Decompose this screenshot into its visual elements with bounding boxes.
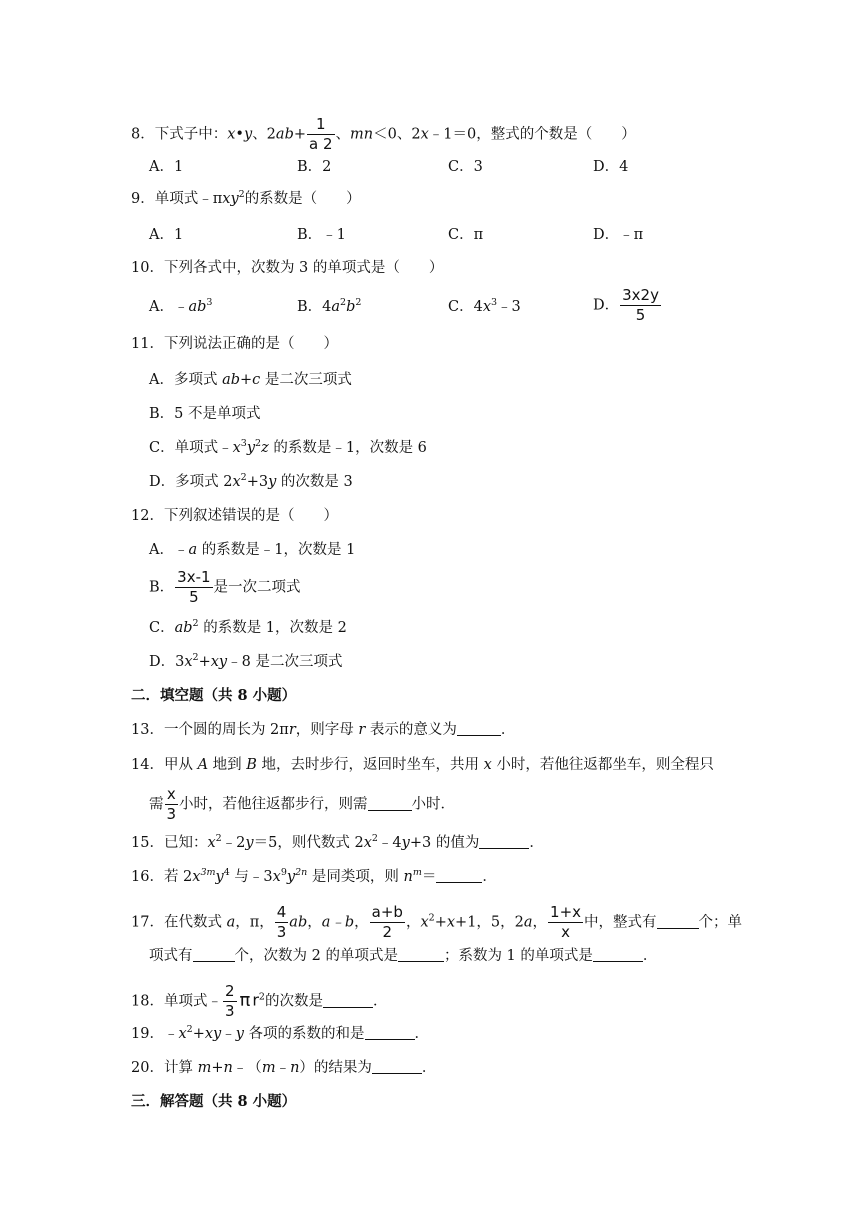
var: a (188, 542, 198, 558)
question-17-line-2 (149, 946, 657, 966)
fraction-numerator: 3x2y (622, 286, 659, 304)
var: m (261, 1060, 276, 1076)
fraction-denominator: 3 (166, 805, 177, 823)
fraction-denominator: 5 (620, 305, 661, 323)
var: ab (188, 299, 207, 315)
q10-text: 下列各式中，次数为 3 的单项式是（ ） (163, 260, 444, 276)
text: D．3 (149, 654, 185, 670)
fraction-denominator: 3 (224, 1002, 235, 1020)
exponent: 2 (355, 297, 362, 308)
text: ﹣2 (221, 835, 246, 851)
exponent: 2 (215, 833, 222, 844)
text: 若 2 (163, 869, 193, 885)
var: A (197, 757, 209, 773)
fraction-numerator: 1+x (550, 903, 582, 921)
fraction (165, 787, 179, 822)
q10-option-d (593, 288, 662, 323)
dot: • (235, 126, 244, 143)
answer-blank[interactable] (479, 834, 529, 849)
question-9 (131, 189, 361, 209)
question-19 (131, 1024, 429, 1044)
q11-option-b: B．5 不是单项式 (149, 406, 261, 422)
text: ﹣8 是二次三项式 (227, 654, 343, 670)
fraction-numerator: a+b (371, 903, 403, 921)
exponent: 2 (428, 912, 435, 924)
text: 的系数是（ ） (244, 191, 361, 207)
answer-blank[interactable] (657, 914, 699, 929)
var: x (272, 869, 281, 885)
var: x (482, 299, 492, 315)
q12-number: 12． (131, 508, 164, 524)
text: 、 (335, 126, 351, 143)
text: 与﹣3 (229, 869, 273, 885)
var: x (178, 1026, 187, 1042)
q8-number: 8． (131, 126, 155, 143)
exponent: 2n (295, 867, 308, 878)
var: x (184, 654, 193, 670)
question-16 (131, 867, 497, 887)
fraction (223, 984, 237, 1019)
var: y (215, 869, 224, 885)
q14-number: 14． (131, 757, 164, 773)
q11-option-a (149, 370, 352, 390)
text: 已知： (163, 835, 208, 851)
text: 一个圆的周长为 2π (163, 722, 289, 738)
text: 表示的意义为 (365, 722, 457, 738)
pi-symbol: π (239, 989, 251, 1011)
text: 是二次三项式 (260, 372, 352, 388)
q8-option-c: C．3 (448, 159, 483, 175)
question-12 (131, 506, 338, 526)
text: ﹣4 (377, 835, 402, 851)
text: 地，去时步行，返回时坐车，共用 (256, 757, 484, 773)
q11-number: 11． (131, 336, 164, 352)
text: 小时． (411, 796, 456, 813)
fraction (307, 117, 335, 152)
var: x (420, 914, 429, 931)
answer-blank[interactable] (372, 1059, 422, 1074)
text: D．多项式 2 (149, 474, 233, 490)
q10-option-c (448, 297, 521, 317)
var: r (252, 990, 259, 1010)
q18-number: 18． (131, 993, 164, 1010)
text: ﹣ (163, 1026, 179, 1042)
var: x (232, 474, 241, 490)
text: ；系数为 1 的单项式是 (443, 948, 593, 964)
fraction-denominator: x (548, 922, 583, 940)
q15-number: 15． (131, 835, 164, 851)
exponent: 2 (258, 991, 265, 1003)
q8-option-a: A．1 (149, 159, 184, 175)
text: B． (149, 579, 175, 596)
var: y (235, 1026, 244, 1042)
text: + (211, 1060, 224, 1076)
var: b (346, 299, 356, 315)
question-14-line-1 (131, 755, 714, 775)
exponent: 3 (491, 297, 498, 308)
text: ﹣ (275, 1060, 291, 1076)
text: 个，次数为 2 的单项式是 (234, 948, 398, 964)
var: y (243, 126, 253, 143)
q12-text: 下列叙述错误的是（ ） (163, 508, 338, 524)
text: 计算 (163, 1060, 198, 1076)
q12-option-a (149, 540, 355, 560)
var: r (288, 722, 296, 738)
text: A．﹣ (149, 542, 189, 558)
q12-option-d (149, 652, 342, 672)
var: ab (275, 126, 294, 143)
text: 是同类项，则 (307, 869, 404, 885)
var: y (401, 835, 410, 851)
fraction-denominator: 5 (175, 587, 212, 605)
answer-blank[interactable] (193, 947, 235, 962)
fraction (370, 905, 405, 940)
text: A．多项式 (149, 372, 223, 388)
fraction-numerator: 3x-1 (177, 568, 211, 586)
text: ﹣1＝0，整式的个数是（ ） (428, 126, 636, 143)
exponent: 3 (240, 438, 247, 449)
text: + (198, 654, 211, 670)
exponent: 3 (206, 297, 213, 308)
q9-number: 9． (131, 191, 155, 207)
question-20 (131, 1058, 436, 1078)
q19-number: 19． (131, 1026, 164, 1042)
question-15 (131, 833, 544, 853)
fraction-numerator: 1 (316, 115, 326, 133)
var: n (290, 1060, 300, 1076)
text: ，π， (235, 914, 274, 931)
q17-number: 17． (131, 914, 164, 931)
text: 小时，若他往返都坐车，则全程只 (491, 757, 714, 773)
fraction-numerator: x (166, 785, 176, 803)
fraction (275, 905, 289, 940)
exponent: 9 (280, 867, 287, 878)
var: n (223, 1060, 233, 1076)
fraction (175, 570, 212, 605)
exponent: 2 (192, 652, 199, 663)
var: mn (350, 126, 374, 143)
question-10 (131, 258, 443, 278)
text: 、2 (252, 126, 276, 143)
exponent: 2 (238, 189, 245, 200)
section-2-title: 二．填空题（共 8 小题） (131, 687, 297, 704)
var: x (192, 869, 201, 885)
text: ， (307, 914, 322, 931)
q11-text: 下列说法正确的是（ ） (163, 336, 338, 352)
text: 各项的系数的和是 (243, 1026, 365, 1042)
exponent: 3m (200, 867, 216, 878)
q11-option-d (149, 472, 353, 492)
q10-option-a (149, 297, 212, 317)
var: xy (210, 654, 228, 670)
text: 的次数是 3 (276, 474, 353, 490)
text: ． (421, 1060, 437, 1076)
text: ，则字母 (295, 722, 359, 738)
q9-option-c: C．π (448, 227, 484, 243)
exponent: 4 (223, 867, 230, 878)
var: y (245, 835, 254, 851)
text: ． (642, 948, 658, 964)
text: ． (500, 722, 516, 738)
fraction-numerator: 2 (224, 982, 235, 1000)
var: n (403, 869, 413, 885)
q10-option-b (297, 297, 361, 317)
q9-option-b: B．﹣1 (297, 227, 346, 243)
fraction (620, 288, 661, 323)
text: ． (529, 835, 544, 851)
question-13 (131, 720, 515, 740)
answer-blank[interactable] (368, 796, 412, 811)
text: ﹣3 (497, 299, 521, 315)
q11-option-c (149, 438, 427, 458)
text: ＜0、2 (373, 126, 421, 143)
text: ． (372, 993, 388, 1010)
text: + (293, 126, 307, 143)
text: ＝ (421, 869, 437, 885)
var: a (523, 914, 533, 931)
answer-blank[interactable] (593, 947, 643, 962)
text: D． (593, 297, 620, 314)
var: x (446, 914, 456, 931)
q8-option-d: D．4 (593, 159, 629, 175)
text: 的次数是 (264, 993, 323, 1010)
question-14-line-2 (149, 787, 455, 822)
var: x (483, 757, 492, 773)
exponent: m (412, 867, 422, 878)
text: C． (149, 620, 175, 636)
q8-text: 下式子中： (154, 126, 228, 143)
var: xy (222, 191, 239, 207)
answer-blank[interactable] (398, 947, 444, 962)
var: y (286, 869, 296, 885)
exponent: 2 (255, 438, 262, 449)
section-3-title: 三．解答题（共 8 小题） (131, 1093, 297, 1110)
var: m (197, 1060, 212, 1076)
var: r (358, 722, 366, 738)
text: 小时，若他往返都步行，则需 (179, 796, 368, 813)
text: ＝5，则代数式 2 (253, 835, 364, 851)
exponent: 2 (186, 1024, 193, 1035)
text: ﹣（ (232, 1060, 262, 1076)
text: ﹣ (221, 1026, 236, 1042)
var: B (246, 757, 257, 773)
var: x (363, 835, 372, 851)
q13-number: 13． (131, 722, 164, 738)
question-17-line-1 (131, 905, 742, 940)
var: a (226, 914, 236, 931)
exponent: 2 (192, 618, 199, 629)
text: ， (354, 914, 369, 931)
exponent: 2 (340, 297, 347, 308)
question-11 (131, 334, 338, 354)
text: 的系数是 1，次数是 2 (198, 620, 347, 636)
q12-option-c (149, 618, 347, 638)
answer-blank[interactable] (323, 993, 373, 1008)
var: x (227, 126, 236, 143)
text: ， (532, 914, 548, 931)
q20-number: 20． (131, 1060, 164, 1076)
var: z (261, 440, 269, 456)
var: xy (204, 1026, 222, 1042)
text: ． (482, 869, 497, 885)
var: ab+c (222, 372, 261, 388)
fraction-numerator: 4 (276, 903, 287, 921)
fraction-denominator: 3 (276, 923, 287, 941)
var: y (268, 474, 277, 490)
text: 的系数是﹣1，次数是 6 (268, 440, 427, 456)
text: 个；单 (698, 914, 743, 931)
answer-blank[interactable] (436, 868, 482, 883)
fraction-denominator: a 2 (309, 135, 333, 153)
text: 在代数式 (163, 914, 227, 931)
text: 单项式﹣ (163, 993, 222, 1010)
exponent: 2 (371, 833, 378, 844)
var: x (207, 835, 216, 851)
text: 地到 (208, 757, 247, 773)
text: ， (405, 914, 421, 931)
text: ． (414, 1026, 430, 1042)
fraction-denominator: 2 (370, 922, 405, 940)
question-8 (131, 117, 636, 152)
answer-blank[interactable] (457, 721, 501, 736)
exponent: 2 (240, 472, 247, 483)
text: 的系数是﹣1，次数是 1 (197, 542, 356, 558)
q12-option-b (149, 570, 301, 605)
text: +3 (246, 474, 269, 490)
q8-option-b: B．2 (297, 159, 332, 175)
var: x (420, 126, 429, 143)
q10-number: 10． (131, 260, 164, 276)
text: ）的结果为 (299, 1060, 372, 1076)
text: +1，5，2 (455, 914, 524, 931)
question-18 (131, 984, 387, 1019)
text: 单项式﹣π (154, 191, 223, 207)
text: B．4 (297, 299, 332, 315)
fraction (548, 905, 583, 940)
text: 需 (149, 796, 164, 813)
text: + (192, 1026, 205, 1042)
text: 甲从 (163, 757, 198, 773)
text: A．﹣ (149, 299, 189, 315)
var: ab (174, 620, 193, 636)
text: C．单项式﹣ (149, 440, 233, 456)
var: x (232, 440, 241, 456)
var: y (246, 440, 256, 456)
text: C．4 (448, 299, 483, 315)
text: 是一次二项式 (213, 579, 301, 596)
var: a﹣b (321, 914, 355, 931)
q16-number: 16． (131, 869, 164, 885)
text: 项式有 (149, 948, 193, 964)
text: 中，整式有 (584, 914, 657, 931)
answer-blank[interactable] (365, 1025, 415, 1040)
var: a (331, 299, 341, 315)
q9-option-d: D．﹣π (593, 227, 644, 243)
q9-option-a: A．1 (149, 227, 184, 243)
text: +3 的值为 (409, 835, 480, 851)
text: + (434, 914, 447, 931)
var: ab (289, 914, 308, 931)
